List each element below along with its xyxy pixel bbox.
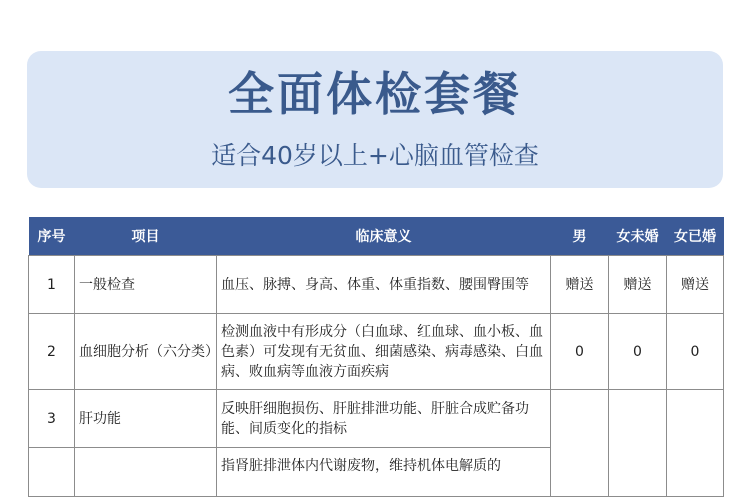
- row-female-married: 赠送: [667, 256, 724, 314]
- row-female-married: [667, 390, 724, 497]
- row-meaning: 检测血液中有形成分（白血球、红血球、血小板、血色素）可发现有无贫血、细菌感染、病毒感染、白血病、败血病等血液方面疾病: [217, 314, 551, 390]
- header-number: 序号: [29, 217, 75, 256]
- row-male: 赠送: [551, 256, 609, 314]
- row-item: 肝功能: [75, 390, 217, 448]
- row-number: 2: [29, 314, 75, 390]
- header-clinical-meaning: 临床意义: [217, 217, 551, 256]
- row-meaning: 反映肝细胞损伤、肝脏排泄功能、肝脏合成贮备功能、间质变化的指标: [217, 390, 551, 448]
- row-item: 一般检查: [75, 256, 217, 314]
- table-row: [29, 314, 724, 390]
- package-title: 全面体检套餐: [228, 67, 522, 121]
- row-female-unmarried: 赠送: [609, 256, 667, 314]
- row-item: 血细胞分析（六分类）: [75, 314, 217, 390]
- row-number: [29, 448, 75, 497]
- row-female-unmarried: 0: [609, 314, 667, 390]
- package-banner: [27, 51, 723, 188]
- table-header-row: [29, 217, 724, 256]
- row-number: 3: [29, 390, 75, 448]
- row-meaning: 血压、脉搏、身高、体重、体重指数、腰围臀围等: [217, 256, 551, 314]
- table-row: [29, 390, 724, 448]
- table-row: [29, 256, 724, 314]
- header-male: 男: [551, 217, 609, 256]
- header-female-unmarried: 女未婚: [609, 217, 667, 256]
- row-male: 0: [551, 314, 609, 390]
- header-item: 项目: [75, 217, 217, 256]
- row-male: [551, 390, 609, 497]
- row-female-unmarried: [609, 390, 667, 497]
- row-number: 1: [29, 256, 75, 314]
- header-female-married: 女已婚: [667, 217, 724, 256]
- row-meaning: 指肾脏排泄体内代谢废物，维持机体电解质的: [217, 448, 551, 497]
- package-subtitle: 适合40岁以上+心脑血管检查: [211, 141, 539, 170]
- row-female-married: 0: [667, 314, 724, 390]
- row-item: [75, 448, 217, 497]
- checkup-items-table: [28, 217, 724, 497]
